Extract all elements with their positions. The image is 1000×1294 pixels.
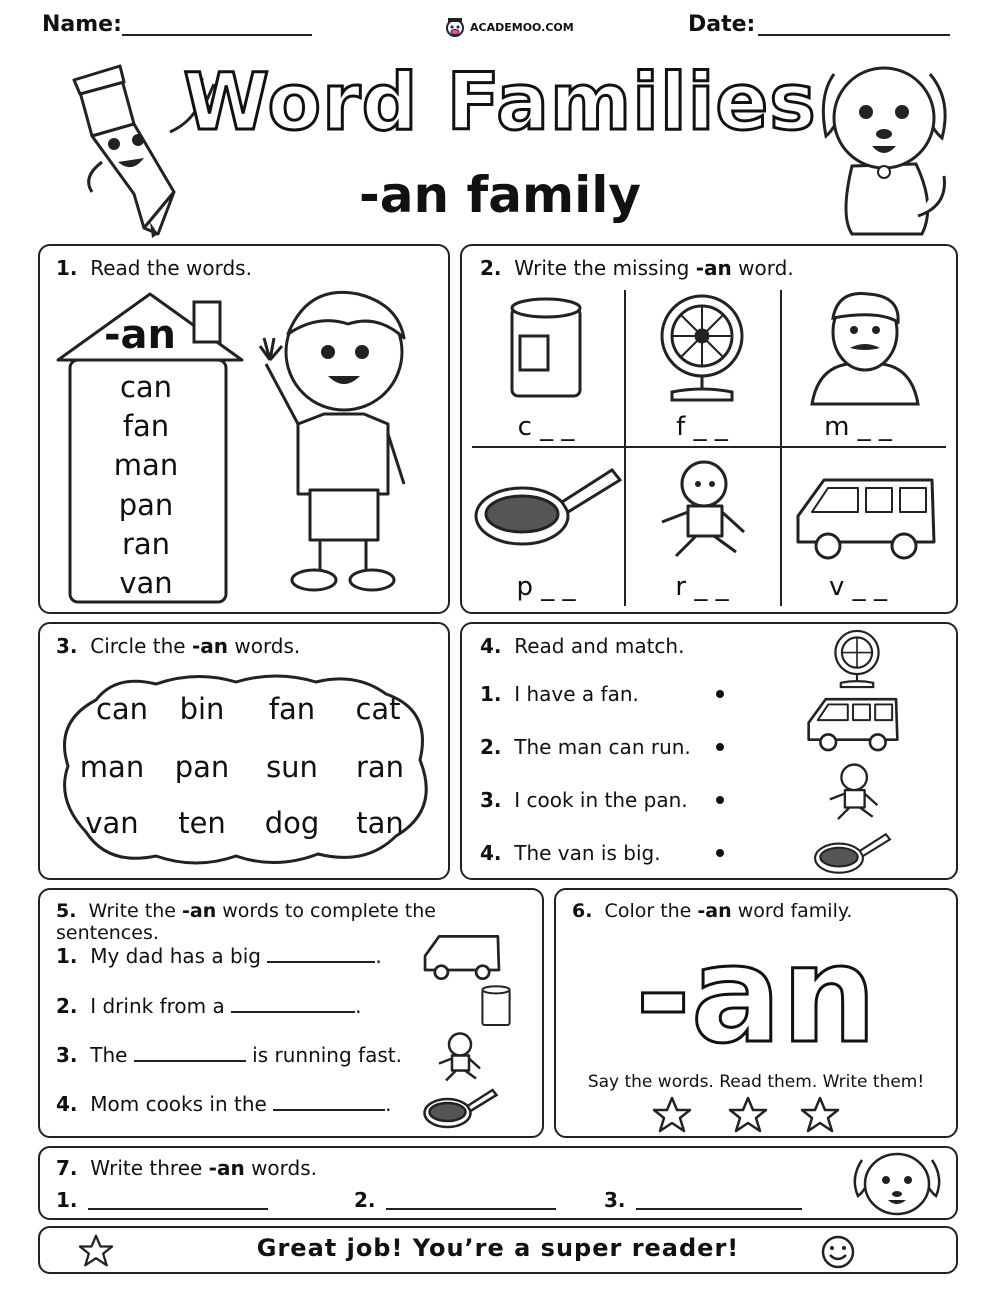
match-sentence: 4. The van is big.: [480, 841, 661, 865]
can-icon: [506, 296, 586, 406]
fan-icon[interactable]: [830, 628, 884, 690]
fill-sentence: 2. I drink from a .: [56, 994, 362, 1018]
van-icon: [794, 472, 938, 564]
man-icon: [808, 288, 922, 406]
fill-sentence: 3. The is running fast.: [56, 1043, 402, 1067]
pan-icon: [472, 458, 622, 558]
name-field[interactable]: [122, 34, 312, 36]
section5-title: 5. Write the -an words to complete the sentences.: [56, 900, 436, 944]
date-label: Date:: [688, 12, 756, 37]
circle-word[interactable]: van: [85, 806, 139, 840]
section-complete-sentences: [38, 888, 544, 1138]
word-list-item: pan: [118, 488, 174, 522]
fill-sentence: 4. Mom cooks in the .: [56, 1092, 392, 1116]
section-color-family: [554, 888, 958, 1138]
section7-title: 7. Write three -an words.: [56, 1156, 318, 1180]
can-icon: [480, 982, 512, 1032]
running-boy-icon: [434, 1028, 484, 1088]
puppy-icon: [848, 1150, 946, 1218]
blank-number: 2.: [354, 1188, 376, 1212]
running-boy-icon: [652, 456, 752, 566]
circle-word[interactable]: ten: [178, 806, 226, 840]
answer-blank[interactable]: [134, 1060, 246, 1062]
answer-blank[interactable]: [386, 1208, 556, 1210]
pan-icon: [414, 1084, 506, 1134]
word-list-item: fan: [122, 409, 170, 443]
boy-icon: [258, 284, 434, 596]
date-field[interactable]: [758, 34, 950, 36]
section-read-match: [460, 622, 958, 880]
logo-text: ACADEMOO.COM: [470, 20, 574, 34]
footer-banner: [38, 1226, 958, 1274]
circle-word[interactable]: man: [79, 750, 145, 784]
star-icon: [802, 1098, 838, 1131]
star-icon: [654, 1098, 690, 1131]
circle-word[interactable]: dog: [264, 806, 320, 840]
running-boy-icon[interactable]: [824, 756, 882, 830]
circle-word[interactable]: bin: [179, 692, 225, 726]
section6-footer: Say the words. Read them. Write them!: [587, 1072, 925, 1092]
section-read-words: [38, 244, 450, 614]
bubble-letters[interactable]: -an: [635, 917, 877, 1073]
answer-blank[interactable]: [231, 1011, 355, 1013]
section-circle-words: [38, 622, 450, 880]
circle-word[interactable]: tan: [356, 806, 404, 840]
circle-word[interactable]: sun: [266, 750, 318, 784]
answer-blank[interactable]: [88, 1208, 268, 1210]
section-missing-word: [460, 244, 958, 614]
puppy-icon: [812, 56, 958, 242]
star-icon: [730, 1098, 766, 1131]
fill-sentence: 1. My dad has a big .: [56, 944, 382, 968]
word-list-item: ran: [121, 527, 171, 561]
section-write-three: [38, 1146, 958, 1220]
circle-word[interactable]: can: [95, 692, 149, 726]
missing-word-prompt: p _ _: [516, 572, 576, 602]
match-sentence: 3. I cook in the pan.: [480, 788, 688, 812]
circle-word[interactable]: pan: [174, 750, 230, 784]
circle-word[interactable]: cat: [355, 692, 401, 726]
match-dot[interactable]: [716, 849, 724, 857]
answer-blank[interactable]: [267, 961, 375, 963]
word-list-item: can: [119, 370, 173, 404]
match-sentence: 2. The man can run.: [480, 735, 691, 759]
section4-title: 4. Read and match.: [480, 634, 685, 658]
page-title: Word Families: [183, 58, 817, 148]
blank-number: 3.: [604, 1188, 626, 1212]
grid-divider: [472, 446, 946, 448]
page-subtitle: -an family: [359, 166, 641, 224]
match-dot[interactable]: [716, 796, 724, 804]
footer-message: Great job! You’re a super reader!: [256, 1234, 740, 1262]
grid-divider: [624, 290, 626, 606]
smiley-icon: [820, 1234, 856, 1270]
section3-title: 3. Circle the -an words.: [56, 634, 301, 658]
word-list-item: man: [113, 448, 179, 482]
logo: [444, 16, 574, 38]
cow-logo-icon: [444, 16, 466, 38]
blank-number: 1.: [56, 1188, 78, 1212]
answer-blank[interactable]: [636, 1208, 802, 1210]
circle-word[interactable]: fan: [268, 692, 316, 726]
section2-title: 2. Write the missing -an word.: [480, 256, 794, 280]
house-label: -an: [103, 312, 177, 358]
missing-word-prompt: c _ _: [517, 412, 575, 442]
fan-icon: [652, 292, 752, 404]
section6-title: 6. Color the -an word family.: [572, 900, 853, 922]
match-sentence: 1. I have a fan.: [480, 682, 639, 706]
match-dot[interactable]: [716, 743, 724, 751]
circle-word[interactable]: ran: [355, 750, 405, 784]
answer-blank[interactable]: [273, 1109, 385, 1111]
star-rating: [650, 1096, 870, 1134]
name-label: Name:: [42, 12, 122, 37]
section1-title: 1. Read the words.: [56, 256, 252, 280]
grid-divider: [780, 290, 782, 606]
missing-word-prompt: m _ _: [824, 412, 892, 442]
missing-word-prompt: r _ _: [675, 572, 729, 602]
word-list-item: van: [119, 566, 173, 600]
missing-word-prompt: v _ _: [829, 572, 887, 602]
van-icon[interactable]: [796, 694, 910, 754]
missing-word-prompt: f _ _: [676, 412, 728, 442]
van-icon: [416, 932, 508, 982]
match-dot[interactable]: [716, 690, 724, 698]
pan-icon[interactable]: [800, 828, 904, 880]
